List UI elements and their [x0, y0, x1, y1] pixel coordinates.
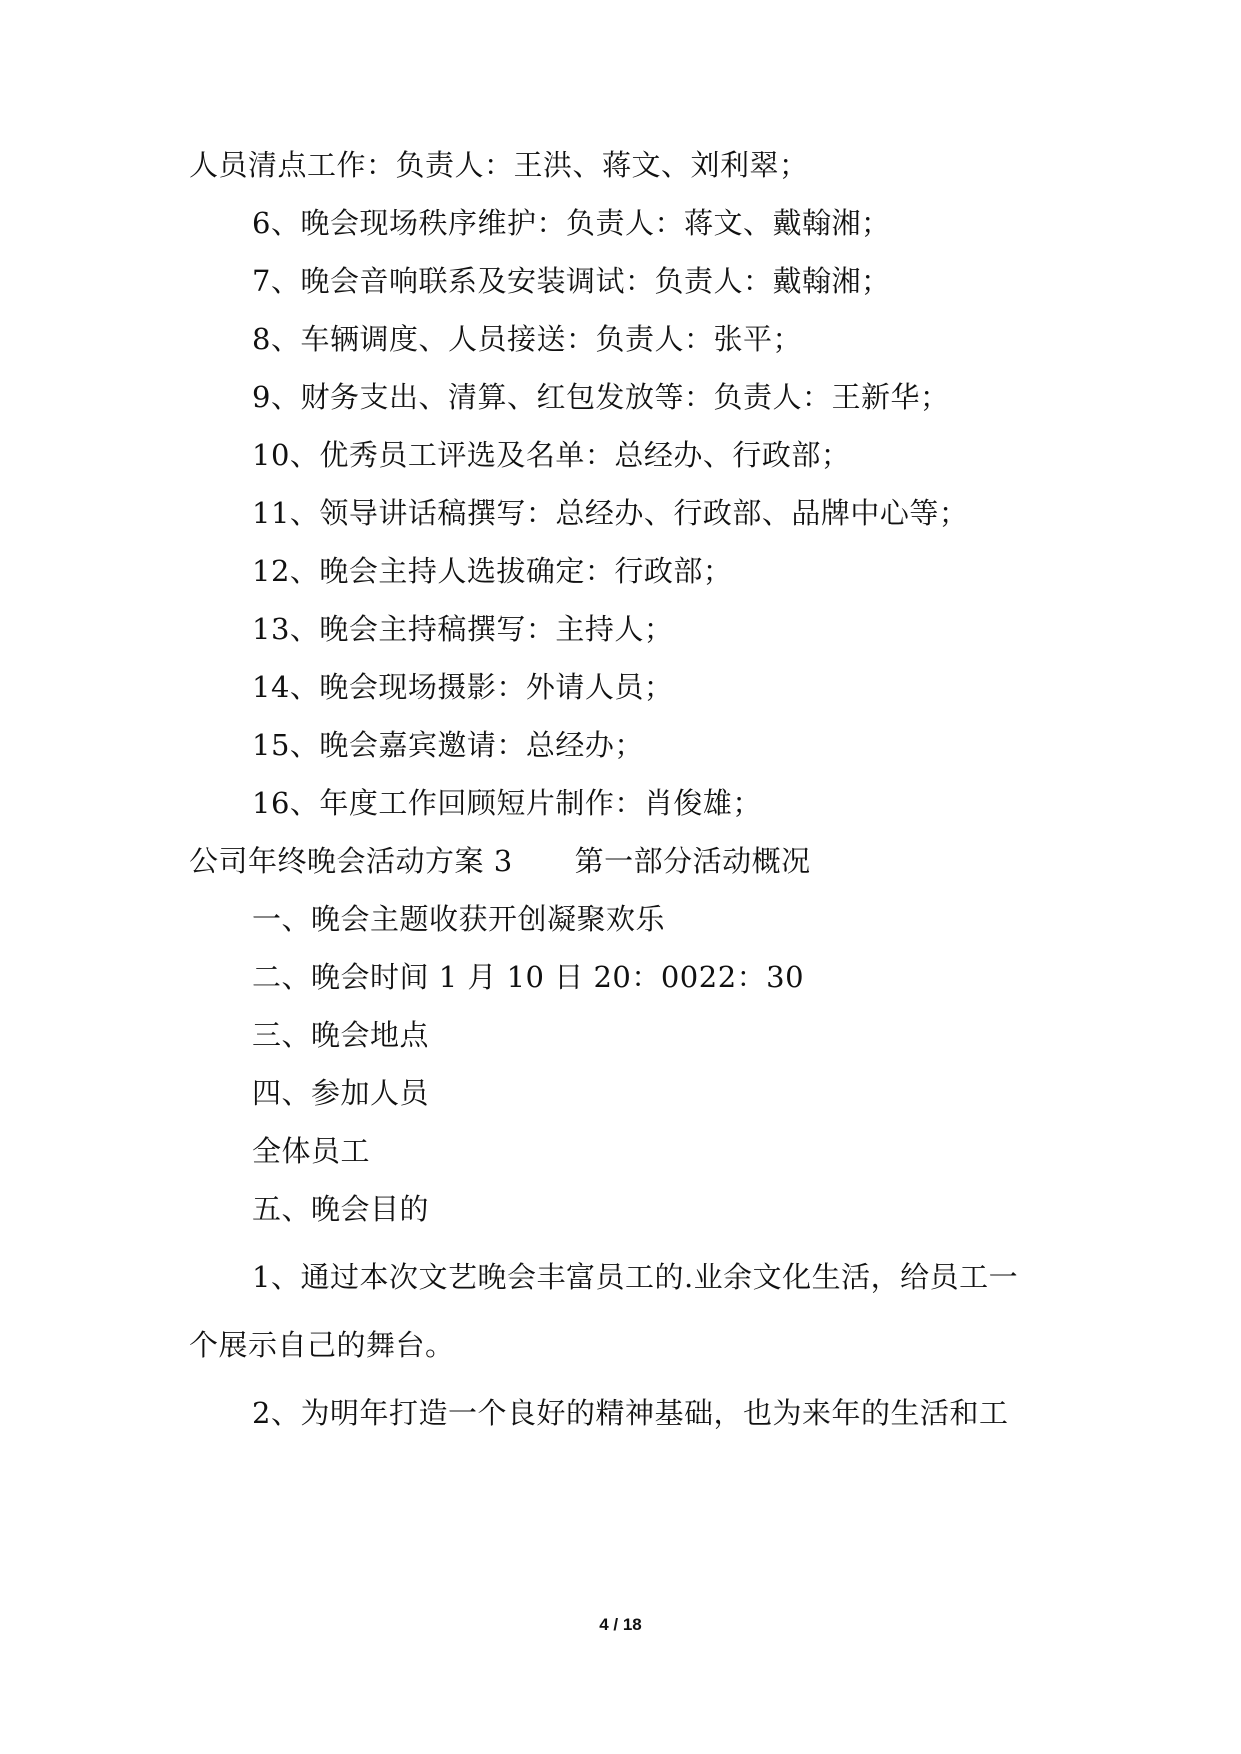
- text-line: 15、晚会嘉宾邀请：总经办；: [252, 728, 644, 762]
- text-line: 10、优秀员工评选及名单：总经办、行政部；: [252, 438, 851, 472]
- page-number: 4 / 18: [599, 1615, 642, 1634]
- text-line: 16、年度工作回顾短片制作：肖俊雄；: [252, 786, 762, 820]
- text-line: 全体员工: [252, 1134, 371, 1168]
- text-line: 2、为明年打造一个良好的精神基础，也为来年的生活和工: [252, 1396, 1009, 1430]
- text-line: 8、车辆调度、人员接送：负责人：张平；: [252, 322, 802, 356]
- text-line: 14、晚会现场摄影：外请人员；: [252, 670, 674, 704]
- text-line: 人员清点工作：负责人：王洪、蒋文、刘利翠；: [189, 148, 809, 182]
- text-line: 11、领导讲话稿撰写：总经办、行政部、品牌中心等；: [252, 496, 969, 530]
- text-line: 9、财务支出、清算、红包发放等：负责人：王新华；: [252, 380, 950, 414]
- text-line: 三、晚会地点: [252, 1018, 430, 1052]
- text-line: 个展示自己的舞台。: [189, 1328, 455, 1362]
- text-line: 五、晚会目的: [252, 1192, 430, 1226]
- section-heading: [189, 841, 811, 881]
- text-line: 6、晚会现场秩序维护：负责人：蒋文、戴翰湘；: [252, 206, 891, 240]
- text-line: 7、晚会音响联系及安装调试：负责人：戴翰湘；: [252, 264, 891, 298]
- section-subtitle: 第一部分活动概况: [574, 844, 811, 878]
- text-line: 二、晚会时间 1 月 10 日 20：0022：30: [252, 960, 805, 994]
- text-line: 四、参加人员: [252, 1076, 430, 1110]
- text-line: 1、通过本次文艺晚会丰富员工的.业余文化生活，给员工一: [252, 1260, 1019, 1294]
- text-line: 12、晚会主持人选拔确定：行政部；: [252, 554, 733, 588]
- text-line: 一、晚会主题收获开创凝聚欢乐: [252, 902, 666, 936]
- text-line: 13、晚会主持稿撰写：主持人；: [252, 612, 674, 646]
- section-title: 公司年终晚会活动方案 3: [189, 844, 513, 878]
